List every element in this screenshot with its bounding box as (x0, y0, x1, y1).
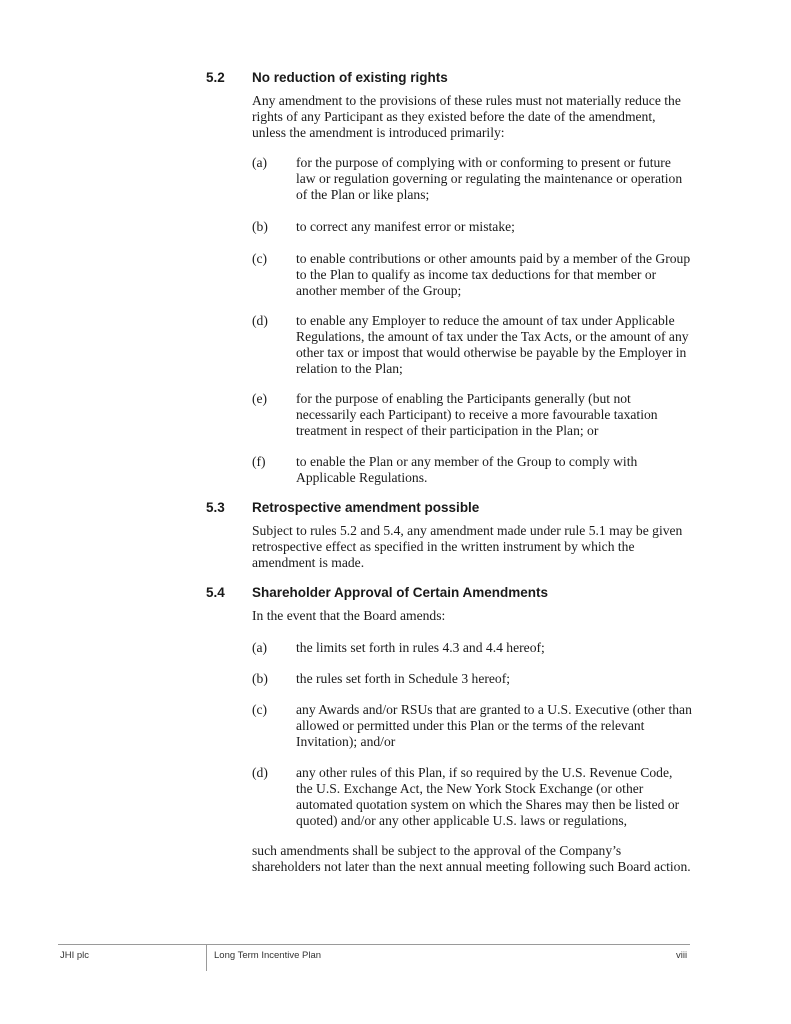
section-title: Shareholder Approval of Certain Amendments (252, 585, 549, 600)
item-text: to enable contributions or other amounts paid by a member of the Group to the Plan to qualify as income tax deductions for that member or another member of the Group; (296, 251, 691, 298)
item-text: any Awards and/or RSUs that are granted to a U.S. Executive (other than allowed or permitted under this Plan or the terms of the relevant Invitation); and/or (296, 702, 692, 749)
footer-document-title: Long Term Incentive Plan (214, 950, 322, 961)
footer-page-number: viii (676, 950, 688, 961)
section-title: Retrospective amendment possible (252, 500, 480, 515)
section-title: No reduction of existing rights (252, 70, 448, 85)
section-closing: such amendments shall be subject to the approval of the Company’s shareholders not later than the next annual meeting following such Board action. (252, 843, 691, 874)
item-label: (c) (252, 702, 268, 717)
item-text: for the purpose of complying with or conforming to present or future law or regulation governing or regulating the maintenance or operation of the Plan or like plans; (296, 155, 683, 202)
item-text: to correct any manifest error or mistake; (296, 219, 515, 234)
section-number: 5.3 (206, 500, 225, 515)
section-number: 5.2 (206, 70, 225, 85)
item-label: (d) (252, 313, 268, 328)
item-text: for the purpose of enabling the Participants generally (but not necessarily each Participant) to receive a more favourable taxation treatment in respect of their participation in the Plan; or (296, 391, 658, 438)
item-text: any other rules of this Plan, if so required by the U.S. Revenue Code, the U.S. Exchange Act, the New York Stock Exchange (or other automated quotation system on which the Shares may then be listed or quoted) and/or any other applicable U.S. laws or regulations, (296, 765, 680, 828)
item-label: (a) (252, 155, 268, 170)
item-text: the rules set forth in Schedule 3 hereof; (296, 671, 511, 686)
item-label: (d) (252, 765, 268, 780)
item-label: (f) (252, 454, 266, 469)
item-label: (b) (252, 219, 268, 234)
item-label: (c) (252, 251, 268, 266)
section-intro: Subject to rules 5.2 and 5.4, any amendment made under rule 5.1 may be given retrospective effect as specified in the written instrument by which the amendment is made. (252, 523, 683, 570)
footer-divider-line (58, 944, 690, 945)
footer-vertical-divider (206, 944, 207, 971)
item-label: (e) (252, 391, 268, 406)
item-text: to enable any Employer to reduce the amount of tax under Applicable Regulations, the amount of tax under the Tax Acts, or the amount of any other tax or impost that would otherwise be payable by the Employer in relation to the Plan; (296, 313, 689, 376)
item-label: (a) (252, 640, 268, 655)
section-intro: In the event that the Board amends: (252, 608, 446, 623)
footer-company: JHI plc (60, 950, 90, 961)
item-label: (b) (252, 671, 268, 686)
section-intro: Any amendment to the provisions of these rules must not materially reduce the rights of any Participant as they existed before the date of the amendment, unless the amendment is introduced primarily: (252, 93, 681, 140)
item-text: the limits set forth in rules 4.3 and 4.4 hereof; (296, 640, 545, 655)
item-text: to enable the Plan or any member of the Group to comply with Applicable Regulations. (296, 454, 638, 485)
section-number: 5.4 (206, 585, 225, 600)
